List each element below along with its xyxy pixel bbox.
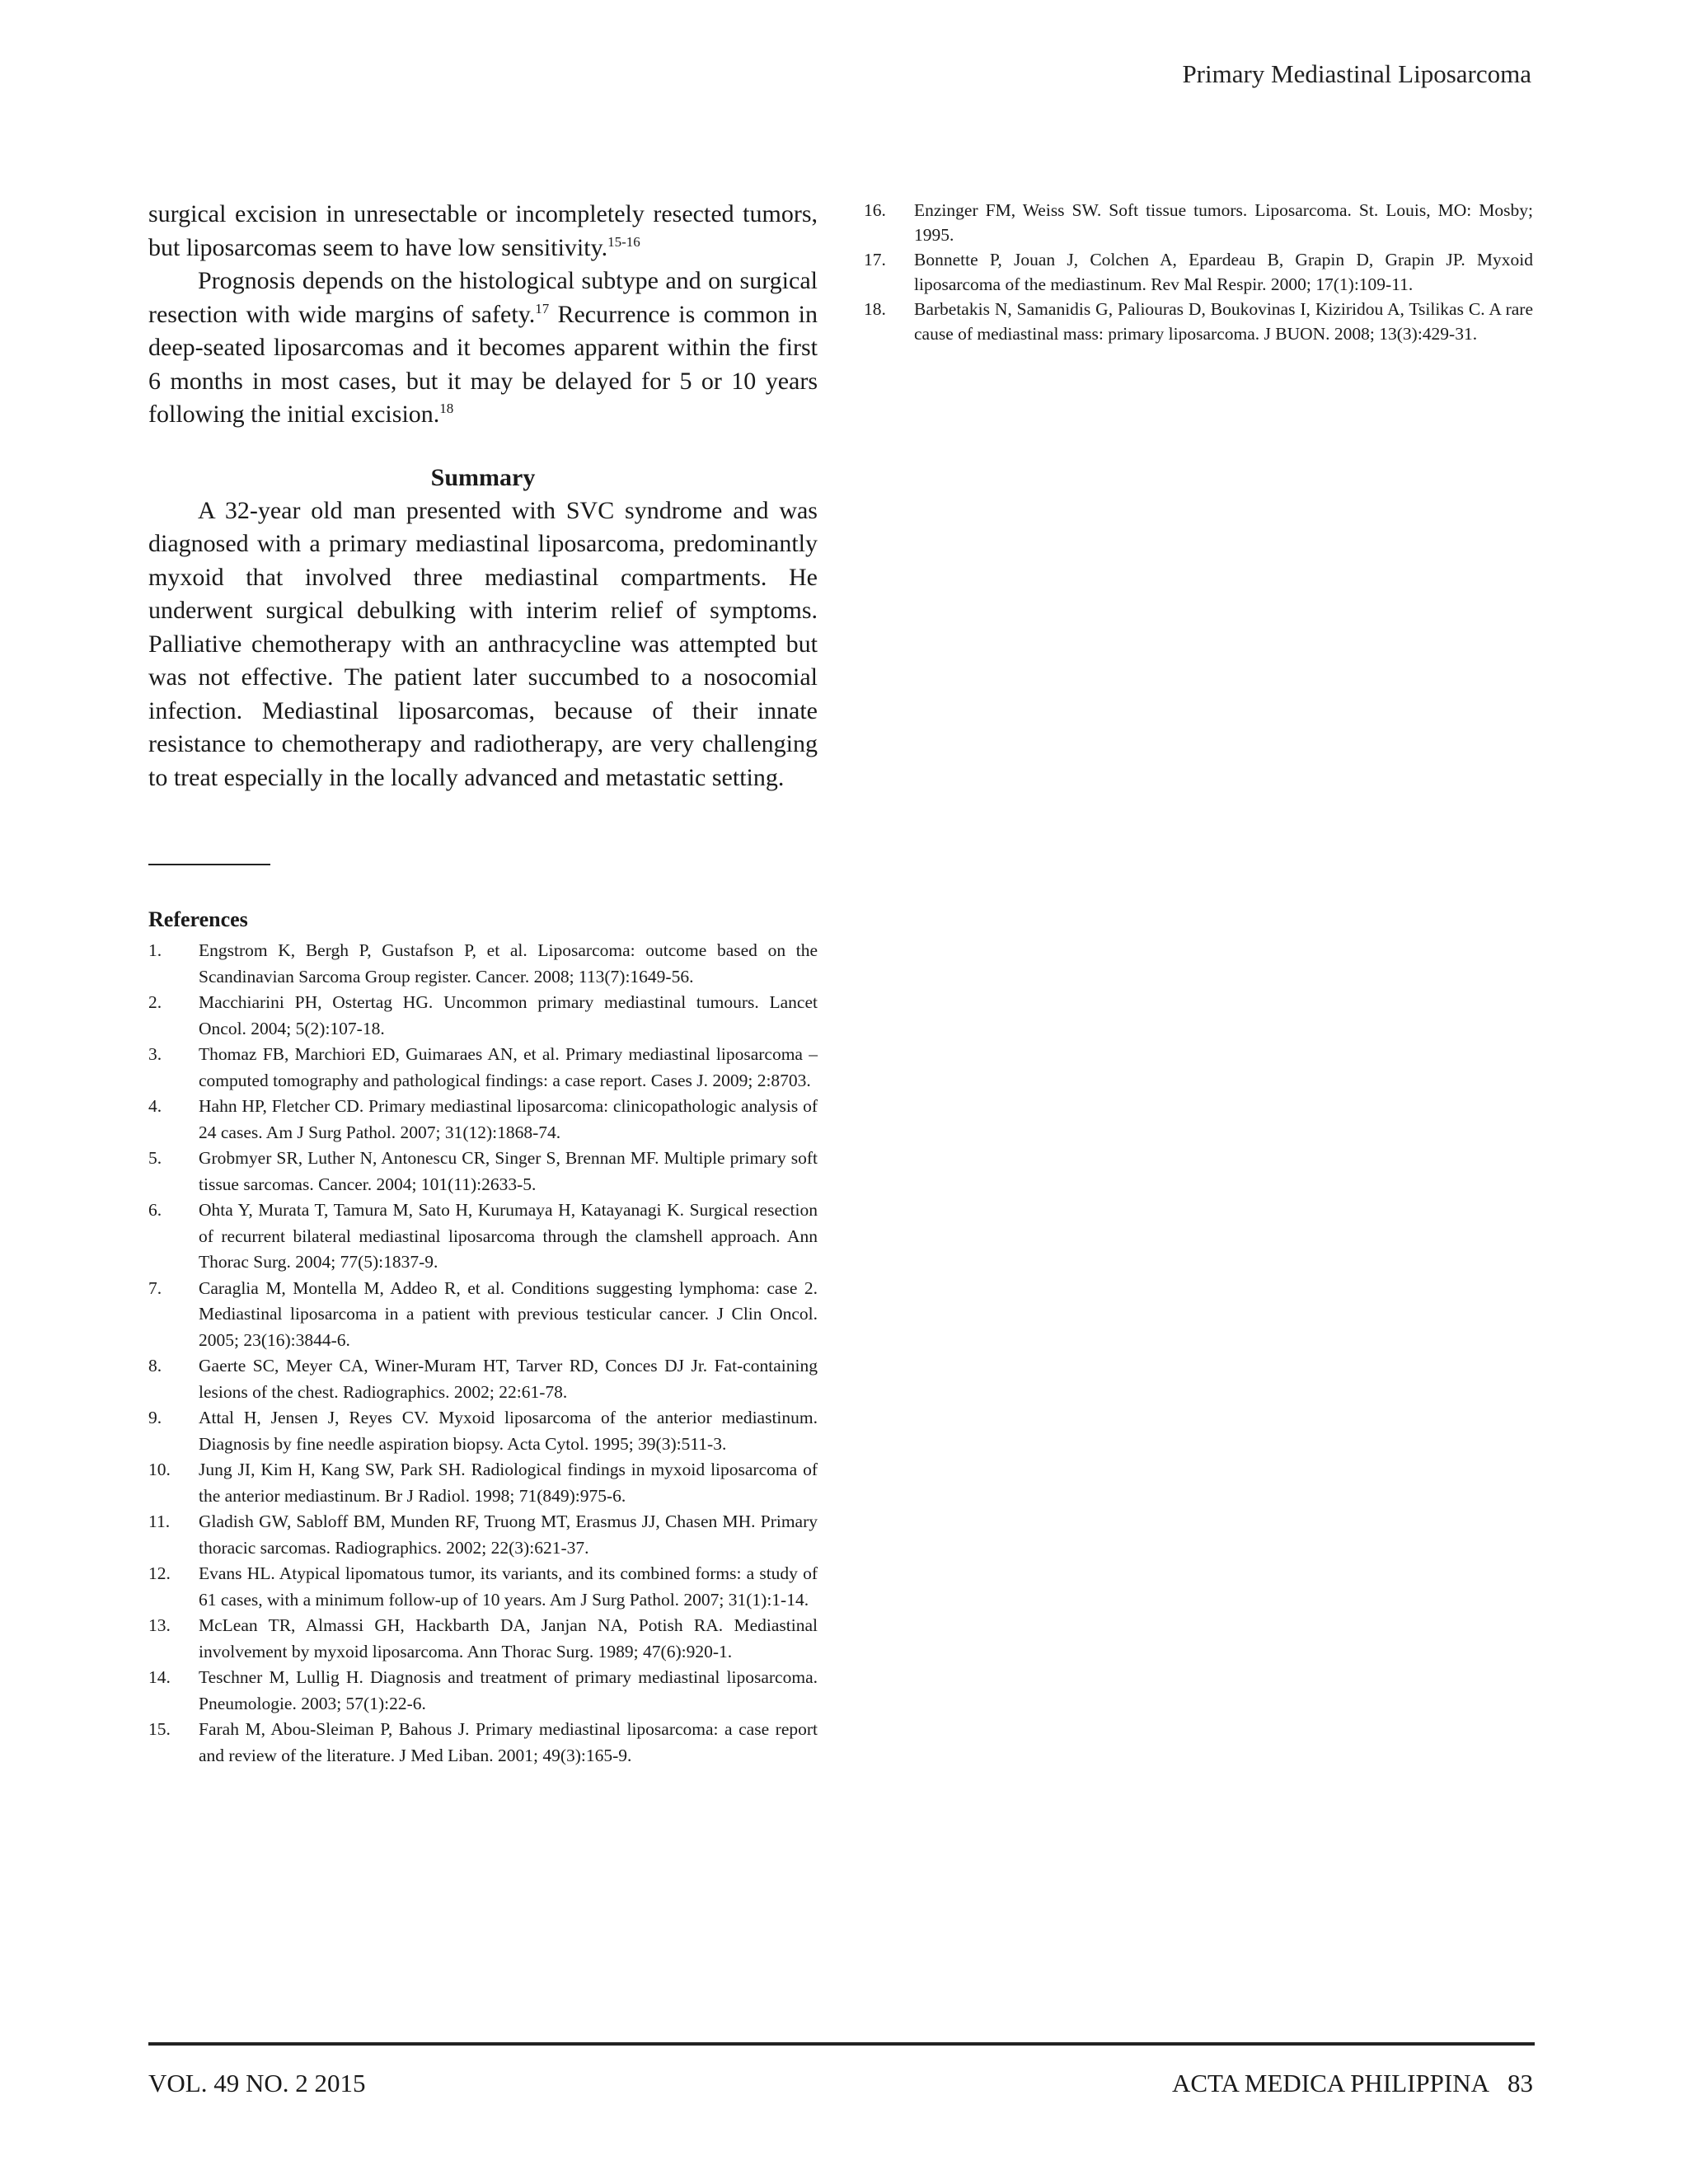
references-list-left bbox=[148, 938, 818, 1769]
paragraph-2 bbox=[148, 265, 818, 432]
reference-item bbox=[148, 1405, 818, 1457]
left-column bbox=[148, 198, 818, 1769]
reference-text: Gladish GW, Sabloff BM, Munden RF, Truong MT, Erasmus JJ, Chasen MH. Primary thoracic sarcomas. Radiographics. 2002; 22(3):621-37. bbox=[199, 1511, 818, 1558]
reference-number: 14. bbox=[148, 1667, 171, 1687]
reference-number: 18. bbox=[864, 299, 886, 319]
reference-number: 6. bbox=[148, 1200, 162, 1220]
reference-text: Evans HL. Atypical lipomatous tumor, its variants, and its combined forms: a study of 61 cases, with a minimum follow-up of 10 years. Am J Surg Pathol. 2007; 31(1):1-14. bbox=[199, 1563, 818, 1610]
reference-text: Engstrom K, Bergh P, Gustafson P, et al. Liposarcoma: outcome based on the Scandinavian Sarcoma Group register. Cancer. 2008; 113(7):1649-56. bbox=[199, 940, 818, 987]
citation-superscript: 17 bbox=[535, 300, 550, 316]
reference-text: Attal H, Jensen J, Reyes CV. Myxoid liposarcoma of the anterior mediastinum. Diagnosis by fine needle aspiration biopsy. Acta Cytol. 1995; 39(3):511-3. bbox=[199, 1408, 818, 1454]
reference-text: Barbetakis N, Samanidis G, Paliouras D, Boukovinas I, Kiziridou A, Tsilikas C. A rare cause of mediastinal mass: primary liposarcoma. J BUON. 2008; 13(3):429-31. bbox=[914, 299, 1533, 344]
reference-number: 2. bbox=[148, 992, 162, 1012]
reference-text: Teschner M, Lullig H. Diagnosis and treatment of primary mediastinal liposarcoma. Pneumologie. 2003; 57(1):22-6. bbox=[199, 1667, 818, 1713]
body-text bbox=[148, 198, 818, 794]
reference-item bbox=[148, 1665, 818, 1717]
references-heading: References bbox=[148, 907, 248, 931]
reference-item bbox=[148, 1561, 818, 1613]
reference-number: 17. bbox=[864, 250, 886, 269]
reference-text: Jung JI, Kim H, Kang SW, Park SH. Radiological findings in myxoid liposarcoma of the anterior mediastinum. Br J Radiol. 1998; 71(849):975-6. bbox=[199, 1460, 818, 1506]
reference-text: Hahn HP, Fletcher CD. Primary mediastinal liposarcoma: clinicopathologic analysis of 24 cases. Am J Surg Pathol. 2007; 31(12):1868-74. bbox=[199, 1096, 818, 1142]
footer-journal-block bbox=[1172, 2069, 1533, 2098]
summary-heading: Summary bbox=[430, 463, 536, 491]
reference-item bbox=[148, 1042, 818, 1094]
reference-item bbox=[148, 990, 818, 1042]
references-list-right bbox=[864, 198, 1533, 346]
reference-item bbox=[864, 297, 1533, 346]
reference-text: Enzinger FM, Weiss SW. Soft tissue tumors. Liposarcoma. St. Louis, MO: Mosby; 1995. bbox=[914, 200, 1533, 245]
reference-number: 5. bbox=[148, 1148, 162, 1168]
reference-item bbox=[148, 1613, 818, 1665]
paragraph-1-text: surgical excision in unresectable or incompletely resected tumors, but liposarcomas seem to have low sensitivity. bbox=[148, 200, 818, 261]
reference-text: McLean TR, Almassi GH, Hackbarth DA, Janjan NA, Potish RA. Mediastinal involvement by myxoid liposarcoma. Ann Thorac Surg. 1989; 47(6):920-1. bbox=[199, 1615, 818, 1661]
footnote-divider bbox=[148, 864, 270, 865]
reference-item bbox=[148, 1509, 818, 1561]
reference-text: Thomaz FB, Marchiori ED, Guimaraes AN, et al. Primary mediastinal liposarcoma – computed tomography and pathological findings: a case report. Cases J. 2009; 2:8703. bbox=[199, 1044, 818, 1090]
reference-item bbox=[148, 1197, 818, 1276]
citation-superscript: 15-16 bbox=[607, 233, 640, 250]
footer-journal-name: ACTA MEDICA PHILIPPINA bbox=[1171, 2069, 1489, 2097]
reference-number: 1. bbox=[148, 940, 162, 960]
running-title: Primary Mediastinal Liposarcoma bbox=[1182, 59, 1531, 88]
reference-item bbox=[148, 1146, 818, 1197]
reference-number: 11. bbox=[148, 1511, 171, 1531]
paragraph-1 bbox=[148, 198, 818, 265]
citation-superscript: 18 bbox=[439, 401, 454, 416]
paragraph-2-text-b: Recurrence is common in deep-seated liposarcomas and it becomes apparent within the first 6 months in most cases, but it may be delayed for 5 or 10 years following the initial excision. bbox=[148, 300, 818, 428]
reference-number: 4. bbox=[148, 1096, 162, 1116]
reference-item bbox=[864, 198, 1533, 247]
reference-number: 8. bbox=[148, 1356, 162, 1376]
reference-number: 12. bbox=[148, 1563, 171, 1583]
paragraph-2-text-a: Prognosis depends on the histological subtype and on surgical resection with wide margins of safety. bbox=[148, 267, 818, 328]
summary-paragraph: A 32-year old man presented with SVC syndrome and was diagnosed with a primary mediastinal liposarcoma, predominantly myxoid that involved three mediastinal compartments. He underwent surgical debulking with interim relief of symptoms. Palliative chemotherapy with an anthracycline was attempted but was not effective. The patient later succumbed to a nosocomial infection. Mediastinal liposarcomas, because of their innate resistance to chemotherapy and radiotherapy, are very challenging to treat especially in the locally advanced and metastatic setting. bbox=[148, 496, 818, 791]
reference-number: 9. bbox=[148, 1408, 162, 1427]
reference-number: 7. bbox=[148, 1277, 162, 1298]
reference-item bbox=[148, 1094, 818, 1146]
reference-item bbox=[148, 1353, 818, 1405]
reference-number: 15. bbox=[148, 1719, 171, 1739]
reference-text: Ohta Y, Murata T, Tamura M, Sato H, Kurumaya H, Katayanagi K. Surgical resection of recurrent bilateral mediastinal liposarcoma through the clamshell approach. Ann Thorac Surg. 2004; 77(5):1837-9. bbox=[199, 1200, 818, 1272]
reference-text: Caraglia M, Montella M, Addeo R, et al. Conditions suggesting lymphoma: case 2. Mediastinal liposarcoma in a patient with previous testicular cancer. J Clin Oncol. 2005; 23(16):3844-6. bbox=[199, 1277, 818, 1350]
right-column bbox=[864, 198, 1533, 346]
reference-number: 16. bbox=[864, 200, 886, 220]
reference-number: 3. bbox=[148, 1044, 162, 1064]
reference-text: Bonnette P, Jouan J, Colchen A, Epardeau B, Grapin D, Grapin JP. Myxoid liposarcoma of the mediastinum. Rev Mal Respir. 2000; 17(1):109-11. bbox=[914, 250, 1533, 294]
reference-item bbox=[148, 1457, 818, 1509]
reference-text: Farah M, Abou-Sleiman P, Bahous J. Primary mediastinal liposarcoma: a case report and review of the literature. J Med Liban. 2001; 49(3):165-9. bbox=[199, 1719, 818, 1765]
footer-volume: VOL. 49 NO. 2 2015 bbox=[148, 2069, 366, 2097]
page-number: 83 bbox=[1507, 2069, 1533, 2097]
reference-item bbox=[148, 1717, 818, 1769]
reference-item bbox=[148, 1276, 818, 1354]
footer-divider bbox=[148, 2042, 1535, 2046]
reference-number: 13. bbox=[148, 1615, 171, 1635]
reference-text: Gaerte SC, Meyer CA, Winer-Muram HT, Tarver RD, Conces DJ Jr. Fat-containing lesions of the chest. Radiographics. 2002; 22:61-78. bbox=[199, 1356, 818, 1402]
reference-item bbox=[148, 938, 818, 990]
reference-text: Grobmyer SR, Luther N, Antonescu CR, Singer S, Brennan MF. Multiple primary soft tissue sarcomas. Cancer. 2004; 101(11):2633-5. bbox=[199, 1148, 818, 1194]
reference-item bbox=[864, 247, 1533, 297]
reference-text: Macchiarini PH, Ostertag HG. Uncommon primary mediastinal tumours. Lancet Oncol. 2004; 5(2):107-18. bbox=[199, 992, 818, 1038]
reference-number: 10. bbox=[148, 1460, 171, 1479]
